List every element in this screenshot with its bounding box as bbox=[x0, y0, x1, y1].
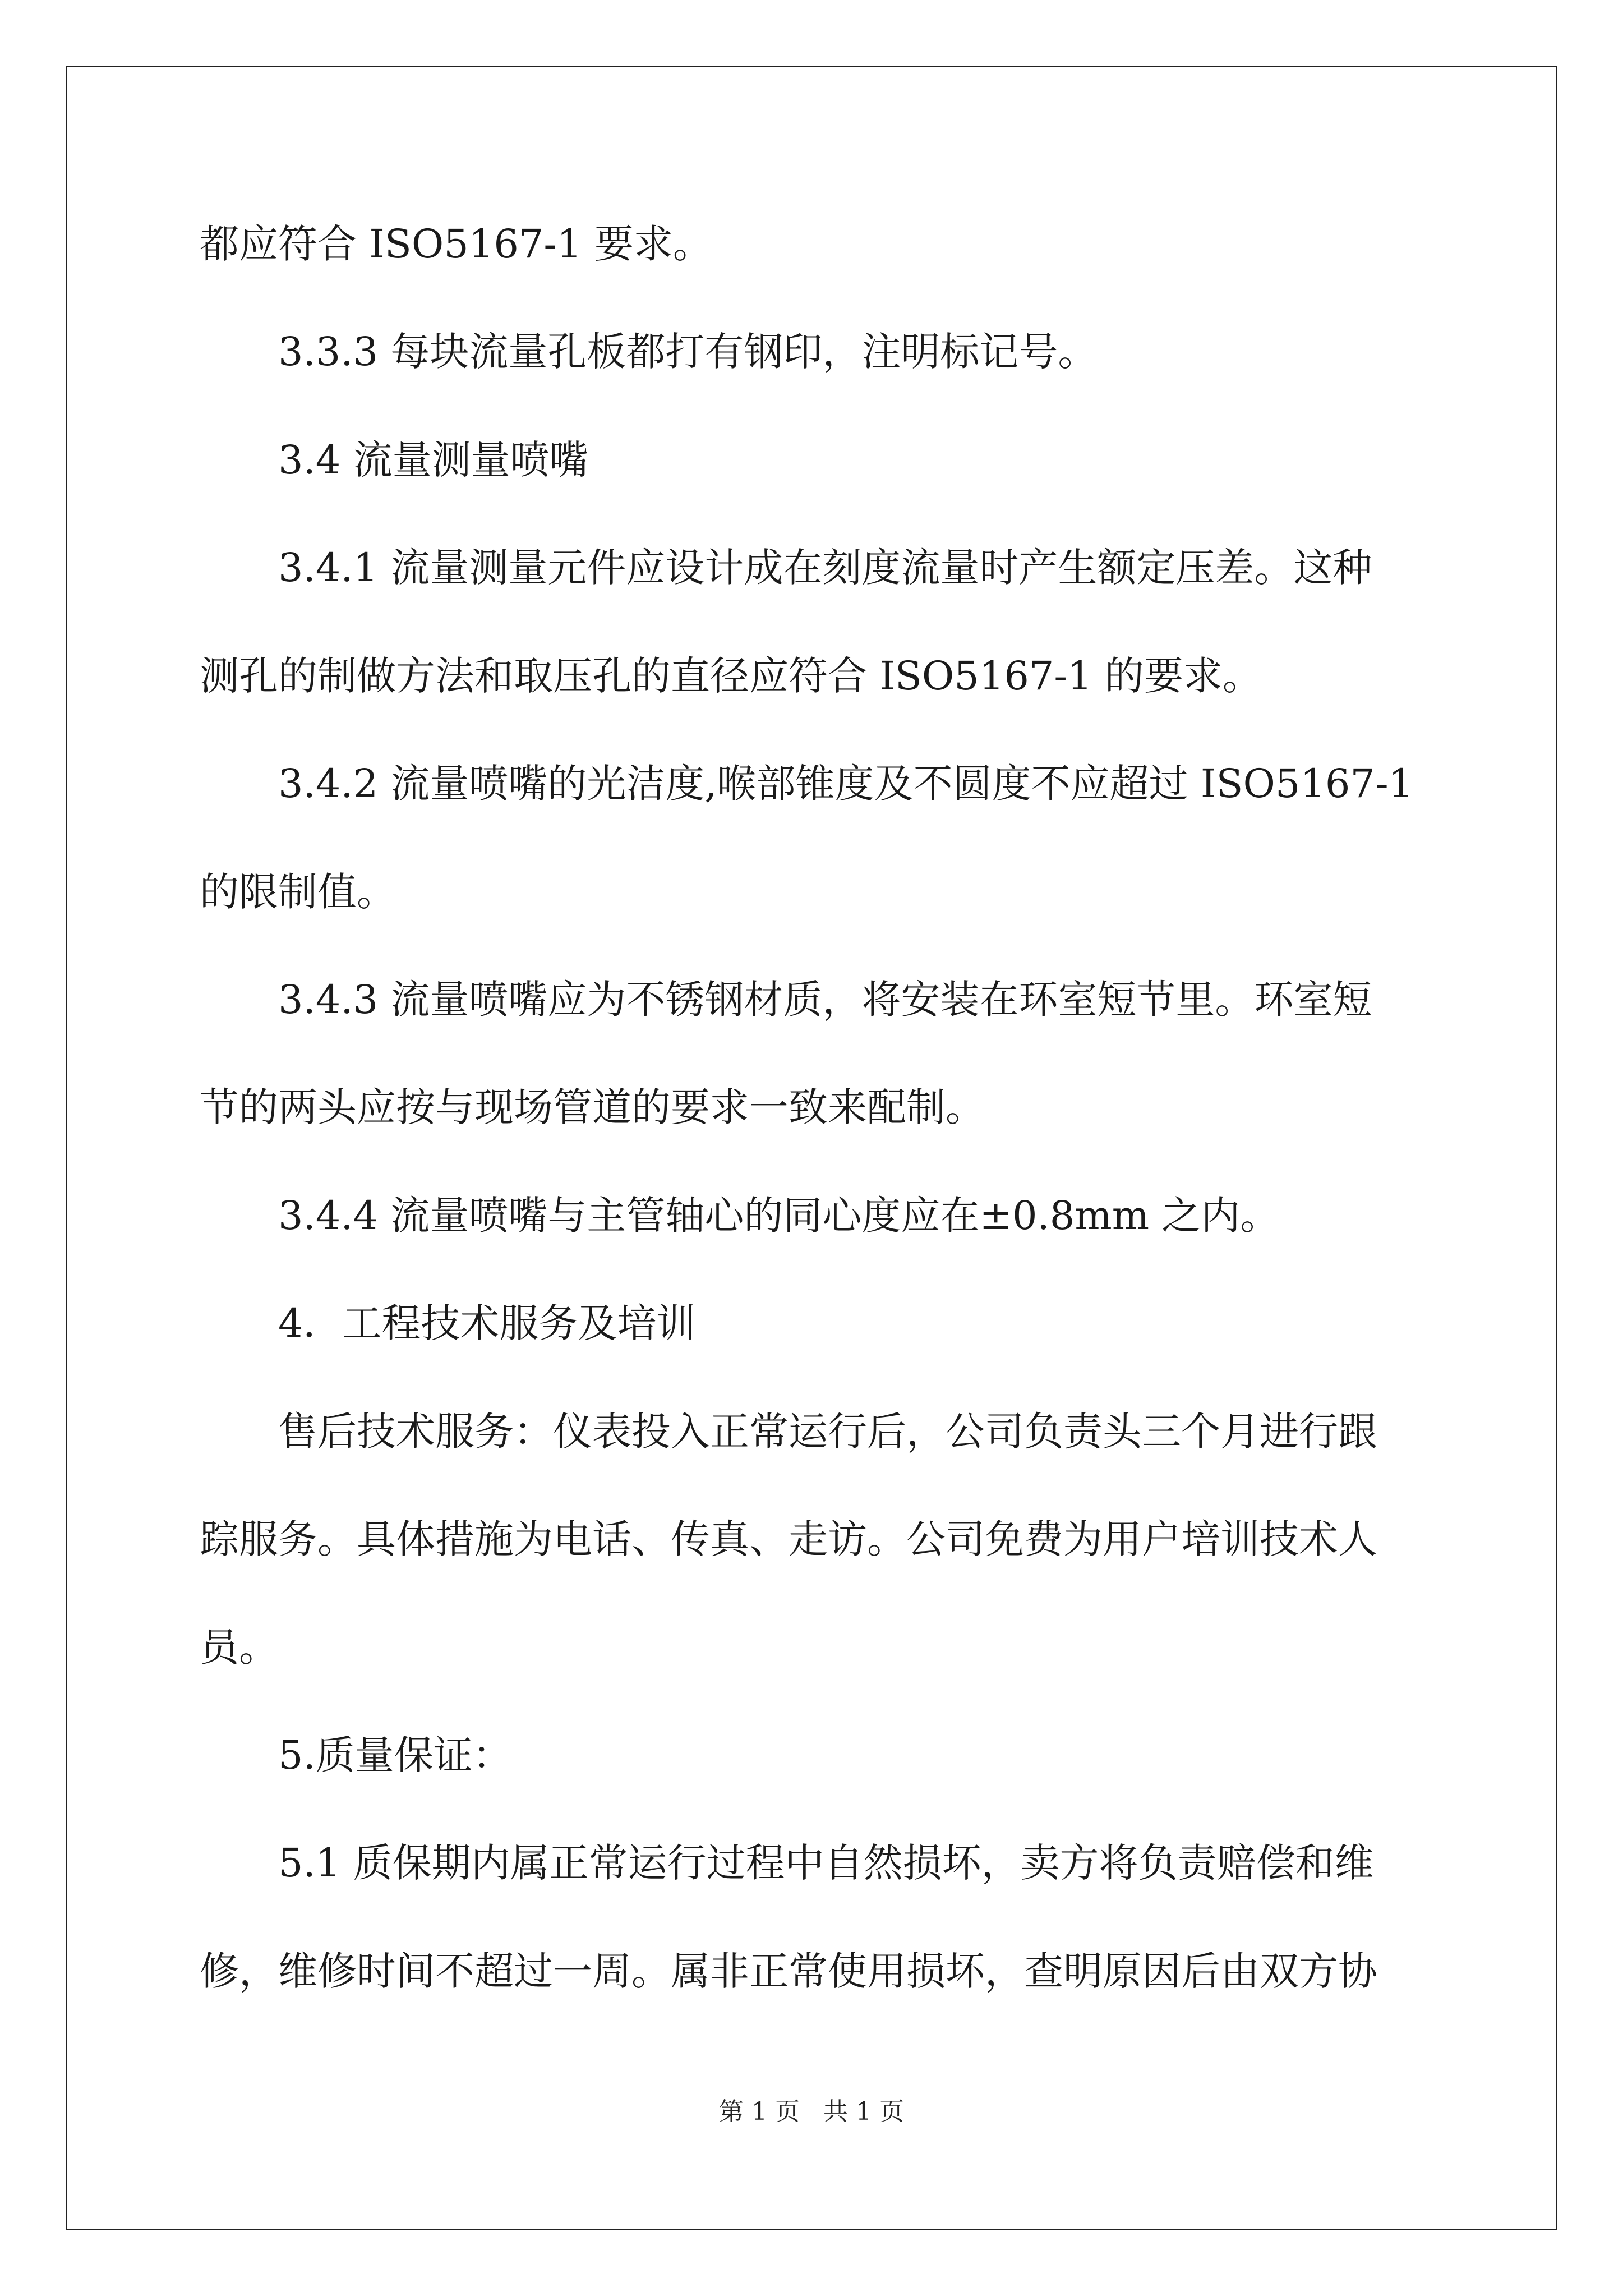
text-line: 3.3.3 每块流量孔板都打有钢印，注明标记号。 bbox=[278, 329, 1098, 375]
page-border bbox=[66, 66, 1557, 2230]
text-line: 测孔的制做方法和取压孔的直径应符合 ISO5167-1 的要求。 bbox=[200, 653, 1262, 699]
page-footer: 第 1 页 共 1 页 bbox=[719, 2097, 904, 2126]
text-line: 3.4.4 流量喷嘴与主管轴心的同心度应在±0.8mm 之内。 bbox=[278, 1193, 1280, 1239]
text-line: 修，维修时间不超过一周。属非正常使用损坏，查明原因后由双方协 bbox=[200, 1948, 1377, 1994]
text-line: 节的两头应按与现场管道的要求一致来配制。 bbox=[200, 1084, 985, 1130]
text-line: 5.1 质保期内属正常运行过程中自然损坏，卖方将负责赔偿和维 bbox=[278, 1840, 1374, 1886]
text-line: 都应符合 ISO5167-1 要求。 bbox=[200, 221, 712, 267]
text-line: 员。 bbox=[200, 1625, 278, 1671]
text-line: 3.4.2 流量喷嘴的光洁度,喉部锥度及不圆度不应超过 ISO5167-1 bbox=[278, 761, 1414, 807]
text-line: 3.4.1 流量测量元件应设计成在刻度流量时产生额定压差。这种 bbox=[278, 545, 1372, 591]
text-line: 3.4 流量测量喷嘴 bbox=[278, 437, 589, 483]
text-line: 售后技术服务：仪表投入正常运行后，公司负责头三个月进行跟 bbox=[278, 1409, 1377, 1455]
text-line: 4．工程技术服务及培训 bbox=[278, 1300, 696, 1346]
text-line: 3.4.3 流量喷嘴应为不锈钢材质，将安装在环室短节里。环室短 bbox=[278, 977, 1372, 1023]
text-line: 踪服务。具体措施为电话、传真、走访。公司免费为用户培训技术人 bbox=[200, 1516, 1377, 1562]
text-line: 5.质量保证： bbox=[278, 1732, 512, 1778]
text-line: 的限制值。 bbox=[200, 869, 396, 915]
